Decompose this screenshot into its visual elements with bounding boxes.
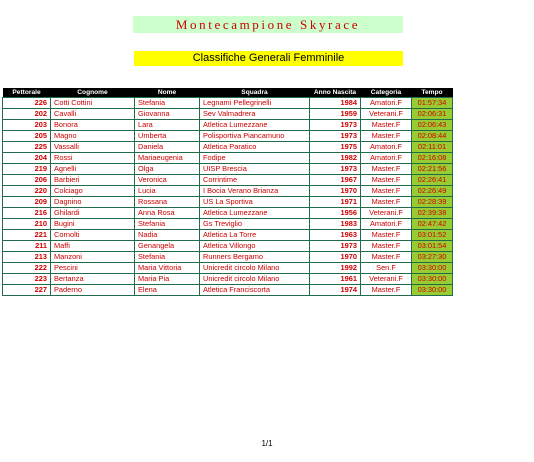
page-title: Montecampione Skyrace <box>133 16 403 33</box>
team-cell: Sev Valmadrera <box>200 109 310 120</box>
time-cell: 02:11:01 <box>412 142 453 153</box>
name-cell: Genangela <box>135 241 200 252</box>
time-cell: 02:06:43 <box>412 120 453 131</box>
table-row <box>3 164 453 175</box>
category-cell: Amatori.F <box>361 153 412 164</box>
birth-year-cell: 1970 <box>310 186 361 197</box>
surname-cell: Bertanza <box>51 274 135 285</box>
team-cell: US La Sportiva <box>200 197 310 208</box>
table-row <box>3 131 453 142</box>
category-cell: Master.F <box>361 131 412 142</box>
bib-cell: 205 <box>3 131 51 142</box>
name-cell: Lucia <box>135 186 200 197</box>
category-cell: Sen.F <box>361 263 412 274</box>
column-header-anno-nascita: Anno Nascita <box>310 88 361 98</box>
name-cell: Stefania <box>135 98 200 109</box>
team-cell: Gs Treviglio <box>200 219 310 230</box>
column-header-cognome: Cognome <box>51 88 135 98</box>
bib-cell: 227 <box>3 285 51 296</box>
surname-cell: Cornolti <box>51 230 135 241</box>
table-row <box>3 252 453 263</box>
birth-year-cell: 1973 <box>310 164 361 175</box>
surname-cell: Agnelli <box>51 164 135 175</box>
name-cell: Giovanna <box>135 109 200 120</box>
category-cell: Master.F <box>361 186 412 197</box>
name-cell: Maria Vittoria <box>135 263 200 274</box>
surname-cell: Bonora <box>51 120 135 131</box>
results-table <box>2 88 453 296</box>
birth-year-cell: 1971 <box>310 197 361 208</box>
category-cell: Master.F <box>361 120 412 131</box>
surname-cell: Pescini <box>51 263 135 274</box>
time-cell: 03:30:00 <box>412 263 453 274</box>
bib-cell: 222 <box>3 263 51 274</box>
team-cell: UISP Brescia <box>200 164 310 175</box>
table-row <box>3 230 453 241</box>
name-cell: Stefania <box>135 219 200 230</box>
surname-cell: Dagnino <box>51 197 135 208</box>
time-cell: 03:27:30 <box>412 252 453 263</box>
bib-cell: 213 <box>3 252 51 263</box>
bib-cell: 210 <box>3 219 51 230</box>
surname-cell: Ghilardi <box>51 208 135 219</box>
team-cell: Atletica Paratico <box>200 142 310 153</box>
name-cell: Lara <box>135 120 200 131</box>
surname-cell: Manzoni <box>51 252 135 263</box>
team-cell: Atletica Villongo <box>200 241 310 252</box>
team-cell: Legnami Pellegrinelli <box>200 98 310 109</box>
time-cell: 02:47:42 <box>412 219 453 230</box>
column-header-tempo: Tempo <box>412 88 453 98</box>
team-cell: Unicredit circolo Milano <box>200 274 310 285</box>
team-cell: Polisportiva Piancamuno <box>200 131 310 142</box>
birth-year-cell: 1973 <box>310 120 361 131</box>
name-cell: Rossana <box>135 197 200 208</box>
results-table-body <box>3 98 453 296</box>
table-row <box>3 285 453 296</box>
surname-cell: Magno <box>51 131 135 142</box>
surname-cell: Rossi <box>51 153 135 164</box>
time-cell: 03:30:00 <box>412 274 453 285</box>
surname-cell: Paderno <box>51 285 135 296</box>
birth-year-cell: 1970 <box>310 252 361 263</box>
bib-cell: 204 <box>3 153 51 164</box>
bib-cell: 221 <box>3 230 51 241</box>
name-cell: Mariaeugenia <box>135 153 200 164</box>
name-cell: Elena <box>135 285 200 296</box>
name-cell: Stefania <box>135 252 200 263</box>
name-cell: Olga <box>135 164 200 175</box>
table-row <box>3 186 453 197</box>
category-cell: Master.F <box>361 197 412 208</box>
time-cell: 02:26:41 <box>412 175 453 186</box>
bib-cell: 202 <box>3 109 51 120</box>
category-cell: Amatori.F <box>361 98 412 109</box>
surname-cell: Colciago <box>51 186 135 197</box>
category-cell: Master.F <box>361 175 412 186</box>
birth-year-cell: 1961 <box>310 274 361 285</box>
table-row <box>3 120 453 131</box>
bib-cell: 219 <box>3 164 51 175</box>
column-header-nome: Nome <box>135 88 200 98</box>
team-cell: Atletica La Torre <box>200 230 310 241</box>
category-cell: Master.F <box>361 164 412 175</box>
team-cell: I Bocia Verano Brianza <box>200 186 310 197</box>
birth-year-cell: 1984 <box>310 98 361 109</box>
name-cell: Nadia <box>135 230 200 241</box>
birth-year-cell: 1967 <box>310 175 361 186</box>
name-cell: Umberta <box>135 131 200 142</box>
birth-year-cell: 1973 <box>310 241 361 252</box>
column-header-categoria: Categoria <box>361 88 412 98</box>
category-cell: Master.F <box>361 241 412 252</box>
category-cell: Veterani.F <box>361 208 412 219</box>
bib-cell: 206 <box>3 175 51 186</box>
table-row <box>3 175 453 186</box>
page-subtitle: Classifiche Generali Femminile <box>134 51 403 66</box>
page-number: 1/1 <box>261 439 273 448</box>
team-cell: Fodipe <box>200 153 310 164</box>
category-cell: Amatori.F <box>361 142 412 153</box>
team-cell: Atletica Franciscorta <box>200 285 310 296</box>
birth-year-cell: 1974 <box>310 285 361 296</box>
table-row <box>3 197 453 208</box>
surname-cell: Bugini <box>51 219 135 230</box>
name-cell: Anna Rosa <box>135 208 200 219</box>
name-cell: Veronica <box>135 175 200 186</box>
category-cell: Amatori.F <box>361 219 412 230</box>
time-cell: 03:30:00 <box>412 285 453 296</box>
table-row <box>3 109 453 120</box>
time-cell: 02:16:08 <box>412 153 453 164</box>
time-cell: 02:08:44 <box>412 131 453 142</box>
surname-cell: Barbieri <box>51 175 135 186</box>
bib-cell: 226 <box>3 98 51 109</box>
bib-cell: 216 <box>3 208 51 219</box>
category-cell: Master.F <box>361 285 412 296</box>
birth-year-cell: 1992 <box>310 263 361 274</box>
team-cell: Unicredit circolo Milano <box>200 263 310 274</box>
bib-cell: 220 <box>3 186 51 197</box>
name-cell: Maria Pia <box>135 274 200 285</box>
category-cell: Veterani.F <box>361 109 412 120</box>
time-cell: 01:57:34 <box>412 98 453 109</box>
category-cell: Veterani.F <box>361 274 412 285</box>
surname-cell: Cotti Cottini <box>51 98 135 109</box>
team-cell: Runners Bergamo <box>200 252 310 263</box>
table-row <box>3 274 453 285</box>
time-cell: 02:39:38 <box>412 208 453 219</box>
birth-year-cell: 1956 <box>310 208 361 219</box>
bib-cell: 225 <box>3 142 51 153</box>
table-header-row <box>3 88 453 98</box>
bib-cell: 211 <box>3 241 51 252</box>
team-cell: Atletica Lumezzane <box>200 120 310 131</box>
column-header-pettorale: Pettorale <box>3 88 51 98</box>
column-header-squadra: Squadra <box>200 88 310 98</box>
table-row <box>3 153 453 164</box>
birth-year-cell: 1975 <box>310 142 361 153</box>
category-cell: Master.F <box>361 252 412 263</box>
table-row <box>3 219 453 230</box>
time-cell: 02:26:49 <box>412 186 453 197</box>
table-row <box>3 142 453 153</box>
table-row <box>3 241 453 252</box>
bib-cell: 209 <box>3 197 51 208</box>
team-cell: Corrintime <box>200 175 310 186</box>
birth-year-cell: 1982 <box>310 153 361 164</box>
birth-year-cell: 1983 <box>310 219 361 230</box>
birth-year-cell: 1959 <box>310 109 361 120</box>
birth-year-cell: 1963 <box>310 230 361 241</box>
name-cell: Daniela <box>135 142 200 153</box>
surname-cell: Cavalli <box>51 109 135 120</box>
category-cell: Master.F <box>361 230 412 241</box>
table-row <box>3 208 453 219</box>
time-cell: 03:01:54 <box>412 241 453 252</box>
time-cell: 02:28:39 <box>412 197 453 208</box>
time-cell: 03:01:52 <box>412 230 453 241</box>
team-cell: Atletica Lumezzane <box>200 208 310 219</box>
bib-cell: 223 <box>3 274 51 285</box>
surname-cell: Vassalli <box>51 142 135 153</box>
bib-cell: 203 <box>3 120 51 131</box>
time-cell: 02:06:31 <box>412 109 453 120</box>
table-row <box>3 98 453 109</box>
time-cell: 02:21:56 <box>412 164 453 175</box>
table-row <box>3 263 453 274</box>
surname-cell: Maffi <box>51 241 135 252</box>
birth-year-cell: 1973 <box>310 131 361 142</box>
